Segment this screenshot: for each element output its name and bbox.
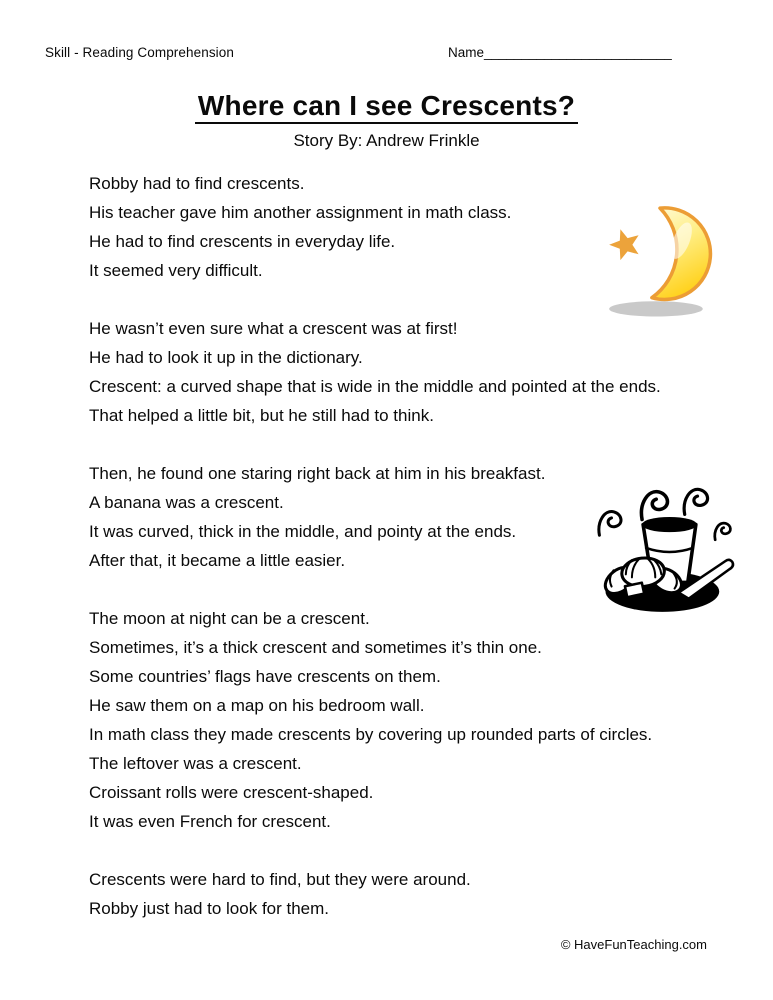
steam-swirl-right: [684, 489, 707, 514]
story-line: He wasn’t even sure what a crescent was at first!: [89, 319, 458, 338]
story-line: Croissant rolls were crescent-shaped.: [89, 783, 374, 802]
steam-swirl-side: [715, 523, 731, 540]
cup-rim: [642, 517, 697, 532]
story-paragraph: [89, 169, 661, 285]
name-label: Name: [448, 45, 485, 60]
byline: Story By: Andrew Frinkle: [293, 131, 480, 150]
story-line: A banana was a crescent.: [89, 493, 284, 512]
title-wrap: [0, 91, 773, 124]
story-line: Some countries’ flags have crescents on them.: [89, 667, 441, 686]
story-line: He had to find crescents in everyday life.: [89, 232, 396, 251]
name-blank-line: _________________________: [484, 45, 672, 60]
crescent-moon-icon: [601, 199, 715, 321]
story-line: The leftover was a crescent.: [89, 754, 302, 773]
story-line: Then, he found one staring right back at him in his breakfast.: [89, 464, 546, 483]
story-line: Crescents were hard to find, but they were around.: [89, 870, 471, 889]
story-line: It was curved, thick in the middle, and pointy at the ends.: [89, 522, 517, 541]
story-line: That helped a little bit, but he still had to think.: [89, 406, 434, 425]
butter-pat: [625, 583, 644, 598]
story-line: Sometimes, it’s a thick crescent and sometimes it’s thin one.: [89, 638, 542, 657]
steam-swirl-left: [599, 512, 621, 536]
story-line: It seemed very difficult.: [89, 261, 263, 280]
story-line: His teacher gave him another assignment in math class.: [89, 203, 512, 222]
copyright-credit: © HaveFunTeaching.com: [560, 937, 707, 952]
name-field: [448, 45, 672, 60]
crescent-moon-illustration: [601, 199, 715, 321]
story-line: Robby had to find crescents.: [89, 174, 305, 193]
story-paragraph: [89, 604, 661, 836]
star-icon: [606, 224, 645, 262]
breakfast-illustration: [597, 487, 745, 619]
coffee-croissant-icon: [597, 487, 745, 619]
story-paragraph: [89, 314, 661, 430]
story-line: The moon at night can be a crescent.: [89, 609, 370, 628]
story-line: It was even French for crescent.: [89, 812, 331, 831]
story: [89, 169, 661, 952]
story-line: He had to look it up in the dictionary.: [89, 348, 363, 367]
steam-swirl-center: [641, 492, 667, 520]
page-title: Where can I see Crescents?: [195, 91, 578, 124]
story-line: In math class they made crescents by covering up rounded parts of circles.: [89, 725, 653, 744]
story-line: After that, it became a little easier.: [89, 551, 346, 570]
skill-label: Skill - Reading Comprehension: [45, 45, 234, 60]
story-line: He saw them on a map on his bedroom wall.: [89, 696, 425, 715]
story-paragraph: [89, 865, 661, 923]
story-line: Robby just had to look for them.: [89, 899, 330, 918]
story-paragraph: [89, 459, 661, 575]
moon-shadow: [609, 301, 703, 316]
story-line: Crescent: a curved shape that is wide in the middle and pointed at the ends.: [89, 377, 661, 396]
